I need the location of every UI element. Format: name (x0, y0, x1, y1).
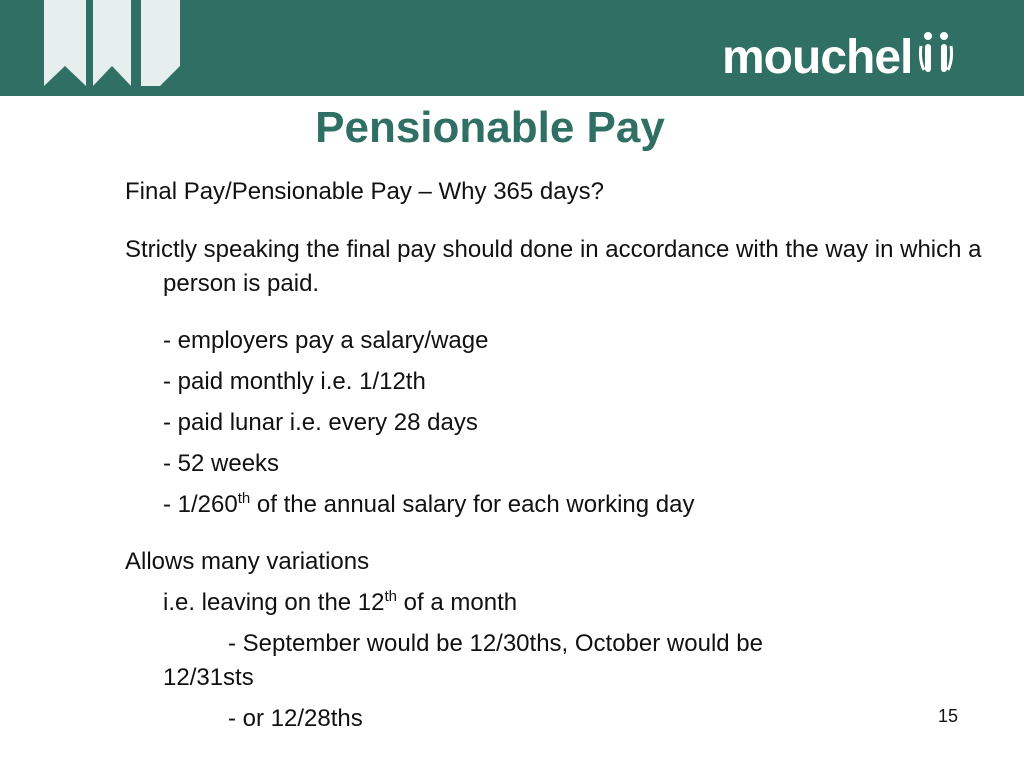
line-12-31sts: 12/31sts (163, 664, 254, 691)
bullet-paid-monthly: - paid monthly i.e. 1/12th (163, 368, 426, 395)
page-number: 15 (938, 706, 959, 726)
bullet-salary-wage: - employers pay a salary/wage (163, 327, 489, 354)
line-leaving-12th (163, 586, 1023, 620)
logo-figures-icon (918, 30, 954, 76)
bullet-1-260th (163, 488, 1023, 522)
bullet-52-weeks: - 52 weeks (163, 450, 280, 477)
slide-title: Pensionable Pay (315, 103, 665, 152)
bullet-1-260th-sup: th (237, 490, 251, 507)
bullet-1-260th-pre: - 1/260 (163, 491, 238, 518)
logo-wordmark: mouchel (722, 31, 913, 84)
bullet-paid-lunar: - paid lunar i.e. every 28 days (163, 409, 478, 436)
mouchel-logo (722, 22, 954, 82)
paragraph-strictly-speaking: Strictly speaking the final pay should done in accordance with the way in which a person is paid. (125, 236, 982, 297)
line-leaving-12th-post: of a month (397, 589, 518, 616)
line-leaving-12th-pre: i.e. leaving on the 12 (163, 589, 385, 616)
line-or-12-28ths: - or 12/28ths (228, 705, 363, 732)
bullet-1-260th-post: of the annual salary for each working day (250, 491, 695, 518)
line-leaving-12th-sup: th (384, 588, 398, 605)
line-september-october: - September would be 12/30ths, October would be (228, 630, 763, 657)
heading-line-variations: Allows many variations (125, 548, 370, 575)
heading-line-final-pay: Final Pay/Pensionable Pay – Why 365 days? (125, 178, 604, 205)
decorative-pillars-icon (0, 0, 200, 96)
